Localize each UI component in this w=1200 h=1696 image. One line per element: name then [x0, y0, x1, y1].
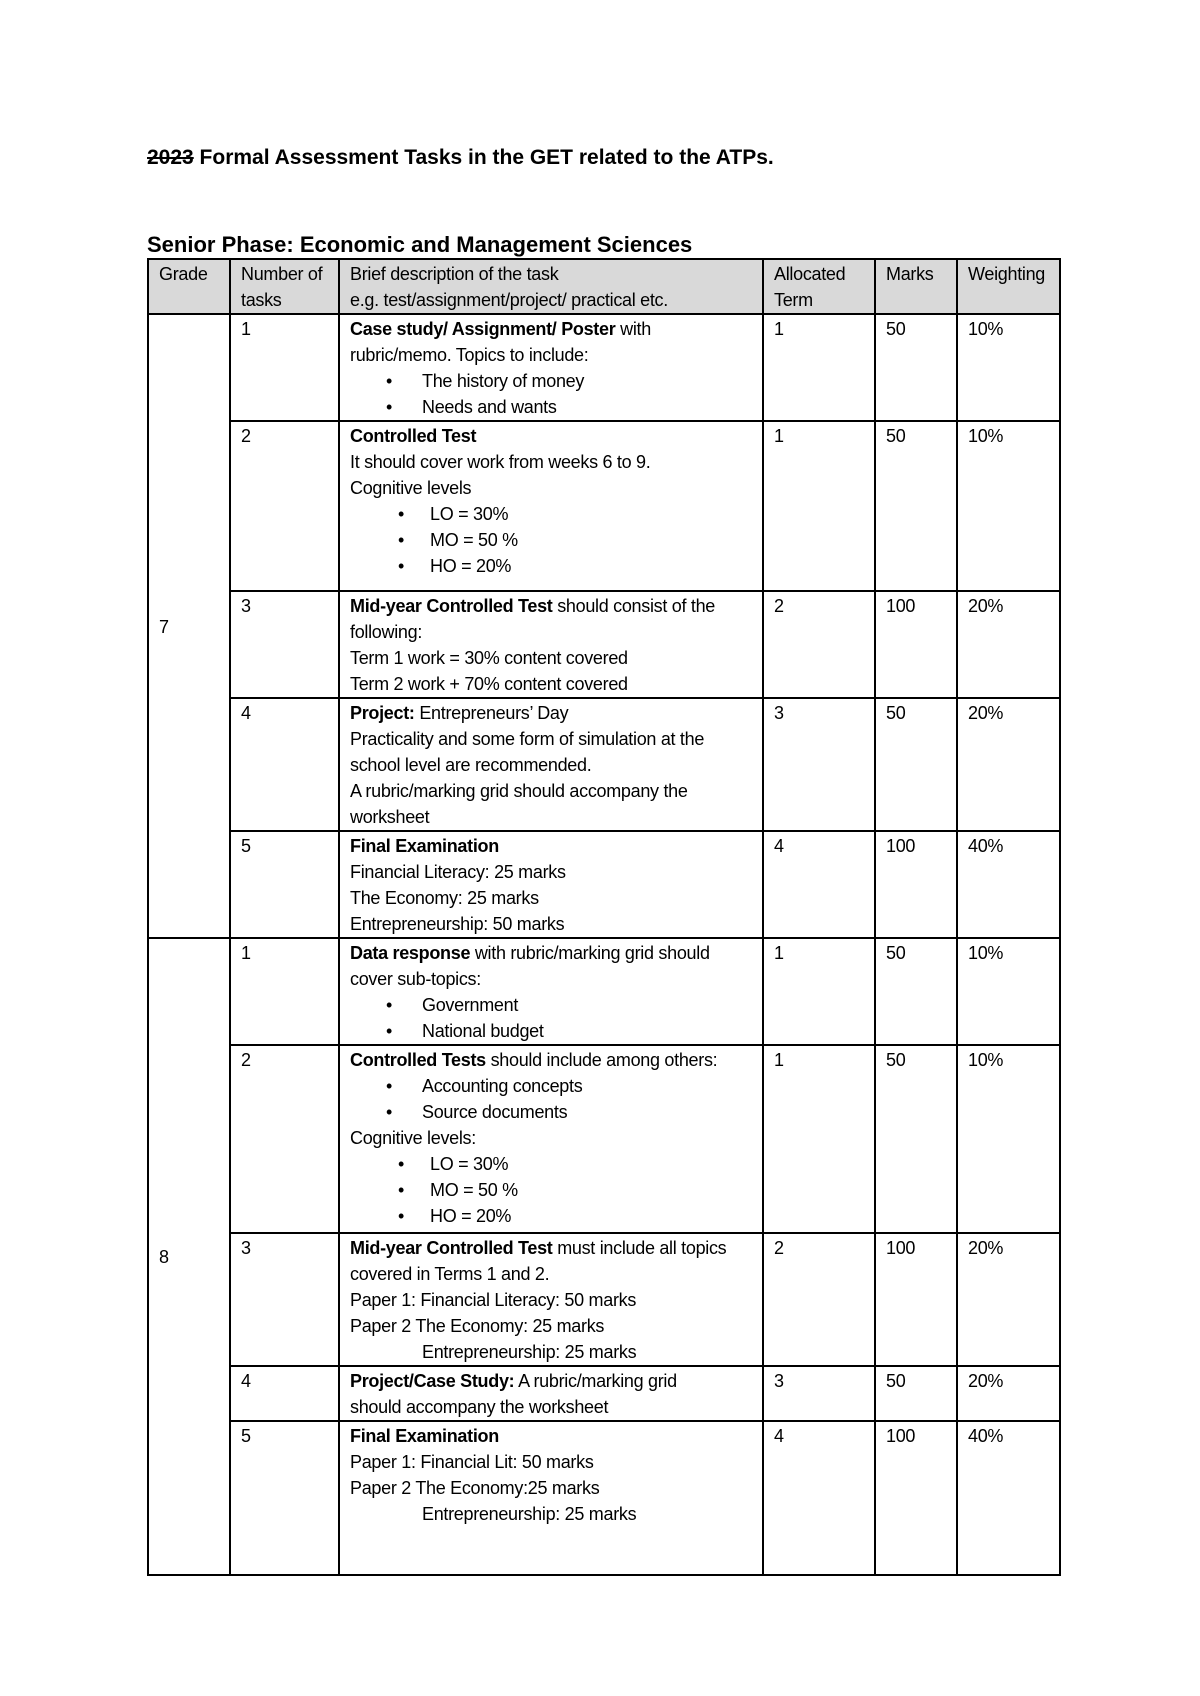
task-weighting: 40%: [957, 831, 1060, 938]
task-number: 3: [230, 1233, 339, 1366]
section-title: Senior Phase: Economic and Management Sciences: [147, 232, 693, 257]
task-term: 1: [763, 421, 875, 591]
title-year: 2023: [147, 146, 194, 169]
task-weighting: 10%: [957, 314, 1060, 421]
task-marks: 50: [875, 1045, 957, 1233]
task-weighting: 20%: [957, 1366, 1060, 1421]
task-description: Case study/ Assignment/ Poster with rubric/memo. Topics to include: • The history of money • Needs and wants: [339, 314, 763, 421]
header-marks: Marks: [875, 259, 957, 314]
task-term: 1: [763, 938, 875, 1045]
task-marks: 50: [875, 314, 957, 421]
task-number: 1: [230, 938, 339, 1045]
task-marks: 50: [875, 938, 957, 1045]
table-row: [148, 938, 1060, 1045]
cognitive-levels-list: [350, 501, 752, 579]
task-number: 2: [230, 1045, 339, 1233]
header-weighting: Weighting: [957, 259, 1060, 314]
task-weighting: 10%: [957, 1045, 1060, 1233]
task-marks: 100: [875, 1421, 957, 1575]
task-marks: 50: [875, 1366, 957, 1421]
task-description: Controlled Test It should cover work from weeks 6 to 9. Cognitive levels • LO = 30% • MO = 50 % • HO = 20%: [339, 421, 763, 591]
list-item: • HO = 20%: [350, 1203, 752, 1229]
task-weighting: 20%: [957, 1233, 1060, 1366]
list-item: • National budget: [350, 1018, 752, 1044]
table-row: [148, 831, 1060, 938]
task-description: Project: Entrepreneurs’ Day Practicality and some form of simulation at the school level are recommended. A rubric/marking grid should accompany the worksheet: [339, 698, 763, 831]
task-number: 1: [230, 314, 339, 421]
task-description: Mid-year Controlled Test should consist of the following: Term 1 work = 30% content covered Term 2 work + 70% content covered: [339, 591, 763, 698]
task-description: Project/Case Study: A rubric/marking grid should accompany the worksheet: [339, 1366, 763, 1421]
table-row: [148, 1366, 1060, 1421]
task-description: Final Examination Paper 1: Financial Lit: 50 marks Paper 2 The Economy:25 marks Entrepreneurship: 25 marks: [339, 1421, 763, 1575]
table-row: [148, 421, 1060, 591]
task-weighting: 20%: [957, 698, 1060, 831]
list-item: • MO = 50 %: [350, 1177, 752, 1203]
task-term: 1: [763, 314, 875, 421]
task-marks: 100: [875, 1233, 957, 1366]
list-item: • HO = 20%: [350, 553, 752, 579]
table-row: [148, 1045, 1060, 1233]
list-item: • LO = 30%: [350, 501, 752, 527]
table-row: [148, 314, 1060, 421]
task-term: 1: [763, 1045, 875, 1233]
task-description: Data response with rubric/marking grid should cover sub-topics: • Government • National budget: [339, 938, 763, 1045]
task-weighting: 10%: [957, 421, 1060, 591]
list-item: • LO = 30%: [350, 1151, 752, 1177]
list-item: • Accounting concepts: [350, 1073, 752, 1099]
list-item: • Source documents: [350, 1099, 752, 1125]
task-weighting: 20%: [957, 591, 1060, 698]
title-text: Formal Assessment Tasks in the GET related to the ATPs.: [193, 146, 774, 169]
document-title: [147, 146, 774, 170]
task-term: 2: [763, 1233, 875, 1366]
table-row: [148, 1421, 1060, 1575]
task-weighting: 10%: [957, 938, 1060, 1045]
list-item: • The history of money: [350, 368, 752, 394]
task-term: 4: [763, 1421, 875, 1575]
task-description: Final Examination Financial Literacy: 25 marks The Economy: 25 marks Entrepreneurship: 50 marks: [339, 831, 763, 938]
task-marks: 50: [875, 421, 957, 591]
header-number-of-tasks: Number of tasks: [230, 259, 339, 314]
topic-list: [350, 1073, 752, 1125]
task-marks: 50: [875, 698, 957, 831]
task-number: 2: [230, 421, 339, 591]
topic-list: [350, 368, 752, 420]
task-number: 4: [230, 1366, 339, 1421]
task-number: 5: [230, 831, 339, 938]
table-header-row: [148, 259, 1060, 314]
list-item: • Government: [350, 992, 752, 1018]
task-description: Controlled Tests should include among others: • Accounting concepts • Source documents Cognitive levels: • LO = 30% • MO = 50 % • HO = 20%: [339, 1045, 763, 1233]
grade-cell-8: 8: [148, 938, 230, 1575]
task-term: 4: [763, 831, 875, 938]
list-item: • MO = 50 %: [350, 527, 752, 553]
task-number: 4: [230, 698, 339, 831]
task-marks: 100: [875, 831, 957, 938]
task-weighting: 40%: [957, 1421, 1060, 1575]
task-term: 3: [763, 1366, 875, 1421]
header-grade: Grade: [148, 259, 230, 314]
table-row: [148, 1233, 1060, 1366]
assessment-tasks-table: [147, 258, 1061, 1576]
task-term: 2: [763, 591, 875, 698]
list-item: • Needs and wants: [350, 394, 752, 420]
task-number: 5: [230, 1421, 339, 1575]
header-description: Brief description of the task e.g. test/assignment/project/ practical etc.: [339, 259, 763, 314]
table-row: [148, 591, 1060, 698]
task-marks: 100: [875, 591, 957, 698]
table-row: [148, 698, 1060, 831]
cognitive-levels-list: [350, 1151, 752, 1229]
task-term: 3: [763, 698, 875, 831]
topic-list: [350, 992, 752, 1044]
header-allocated-term: Allocated Term: [763, 259, 875, 314]
task-number: 3: [230, 591, 339, 698]
grade-cell-7: 7: [148, 314, 230, 938]
task-description: Mid-year Controlled Test must include all topics covered in Terms 1 and 2. Paper 1: Financial Literacy: 50 marks Paper 2 The Economy: 25 marks Entrepreneurship: 25 marks: [339, 1233, 763, 1366]
